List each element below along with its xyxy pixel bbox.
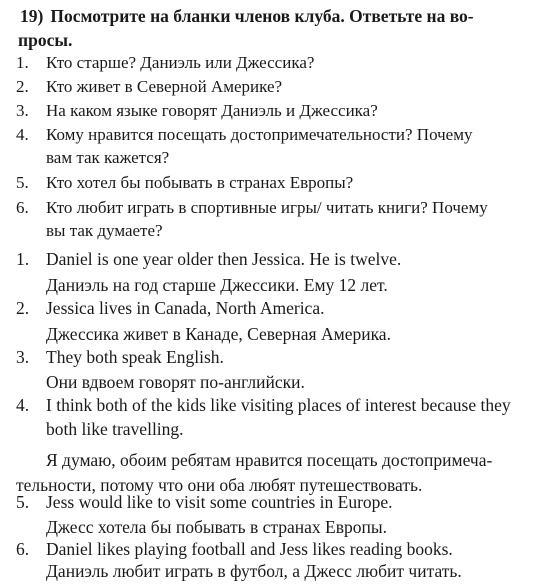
question-text: Кто живет в Северной Америке? bbox=[46, 77, 283, 96]
answer-number: 2. bbox=[16, 298, 30, 318]
answer-number: 6. bbox=[16, 539, 30, 559]
question-number: 2. bbox=[16, 77, 29, 96]
answer-english: Jess would like to visit some countries in Europe. bbox=[46, 492, 393, 512]
question-text: На каком языке говорят Даниэль и Джессика? bbox=[46, 101, 378, 120]
question-number: 3. bbox=[16, 101, 29, 120]
answer-russian: Джесс хотела бы побывать в странах Европы. bbox=[46, 517, 387, 537]
answer-russian: Даниэль на год старше Джессики. Ему 12 лет. bbox=[46, 275, 388, 295]
exercise-title-line-1: Посмотрите на бланки членов клуба. Ответьте на во- bbox=[50, 6, 474, 26]
exercise-number: 19) bbox=[20, 6, 44, 26]
answer-russian: Джессика живет в Канаде, Северная Америка. bbox=[46, 324, 391, 344]
question-number: 5. bbox=[16, 173, 29, 192]
answer-number: 3. bbox=[16, 347, 30, 367]
question-text-continued: вы так думаете? bbox=[46, 221, 163, 240]
answer-english: I think both of the kids like visiting places of interest because they bbox=[46, 395, 511, 415]
answer-english: Jessica lives in Canada, North America. bbox=[46, 298, 325, 318]
answer-russian: Они вдвоем говорят по-английски. bbox=[46, 372, 305, 392]
question-text: Кому нравится посещать достопримечательности? Почему bbox=[46, 125, 473, 144]
answer-russian: Даниэль любит играть в футбол, а Джесс любит читать. bbox=[46, 561, 462, 581]
answer-english: Daniel is one year older then Jessica. He is twelve. bbox=[46, 249, 402, 269]
answer-english: They both speak English. bbox=[46, 347, 224, 367]
question-text: Кто хотел бы побывать в странах Европы? bbox=[46, 173, 354, 192]
question-text-continued: вам так кажется? bbox=[46, 148, 170, 167]
question-text: Кто старше? Даниэль или Джессика? bbox=[46, 53, 315, 72]
question-number: 4. bbox=[16, 125, 29, 144]
exercise-title-line-2: просы. bbox=[18, 30, 73, 50]
answer-number: 4. bbox=[16, 395, 30, 415]
answer-english-continued: both like travelling. bbox=[46, 419, 184, 439]
answer-number: 5. bbox=[16, 492, 30, 512]
question-number: 6. bbox=[16, 198, 29, 217]
question-text: Кто любит играть в спортивные игры/ читать книги? Почему bbox=[46, 198, 488, 217]
exercise-title bbox=[18, 4, 538, 52]
answer-russian-line-2: тельности, потому что они оба любят путешествовать. bbox=[16, 475, 423, 495]
answer-english: Daniel likes playing football and Jess likes reading books. bbox=[46, 539, 453, 559]
answer-number: 1. bbox=[16, 249, 30, 269]
question-number: 1. bbox=[16, 53, 29, 72]
answer-russian-line-1: Я думаю, обоим ребятам нравится посещать достопримеча- bbox=[46, 450, 493, 470]
